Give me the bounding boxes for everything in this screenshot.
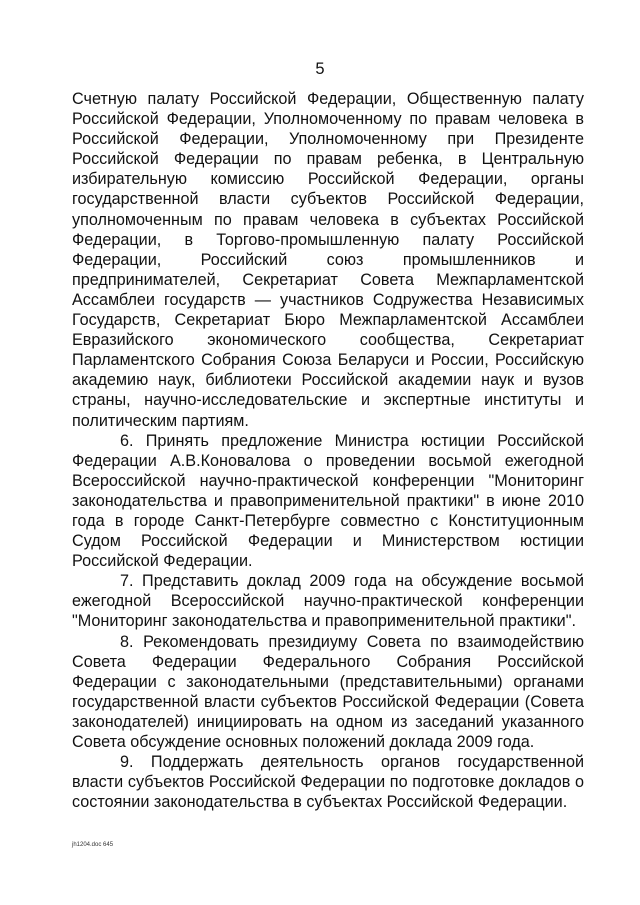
paragraph-item-8: 8. Рекомендовать президиуму Совета по взаимодействию Совета Федерации Федерального Собрания Российской Федерации с законодательными (представительными) органами государственной власти субъектов Российской Федерации (Совета законодателей) инициировать на одном из заседаний указанного Совета обсуждение основных положений доклада 2009 года.: [72, 632, 584, 751]
paragraph-item-9: 9. Поддержать деятельность органов государственной власти субъектов Российской Федерации по подготовке докладов о состоянии законодательства в субъектах Российской Федерации.: [72, 753, 584, 812]
paragraph-item-7: 7. Представить доклад 2009 года на обсуждение восьмой ежегодной Всероссийской научно-практической конференции "Мониторинг законодательства и правоприменительной практики".: [72, 572, 584, 631]
paragraph-continuation: Счетную палату Российской Федерации, Общественную палату Российской Федерации, Уполномоченному по правам человека в Российской Федерации, Уполномоченному при Президенте Российской Федерации по правам ребенка, в Центральную избирательную комиссию Российской Федерации, органы государственной власти субъектов Российской Федерации, уполномоченным по правам человека в субъектах Российской Федерации, в Торгово-промышленную палату Российской Федерации, Российский союз промышленников и предпринимателей, Секретариат Совета Межпарламентской Ассамблеи государств — участников Содружества Независимых Государств, Секретариат Бюро Межпарламентской Ассамблеи Евразийского экономического сообщества, Секретариат Парламентского Собрания Союза Беларуси и России, Российскую академию наук, библиотеки Российской академии наук и вузов страны, научно-исследовательские и экспертные институты и политическим партиям.: [72, 90, 584, 430]
document-body: [72, 89, 584, 812]
document-file-id: jh1204.doc 645: [72, 842, 114, 848]
page-number: 5: [315, 60, 325, 78]
paragraph-item-6: 6. Принять предложение Министра юстиции Российской Федерации А.В.Коновалова о проведении восьмой ежегодной Всероссийской научно-практической конференции "Мониторинг законодательства и правоприменительной практики" в июне 2010 года в городе Санкт-Петербурге совместно с Конституционным Судом Российской Федерации и Министерством юстиции Российской Федерации.: [72, 431, 584, 571]
